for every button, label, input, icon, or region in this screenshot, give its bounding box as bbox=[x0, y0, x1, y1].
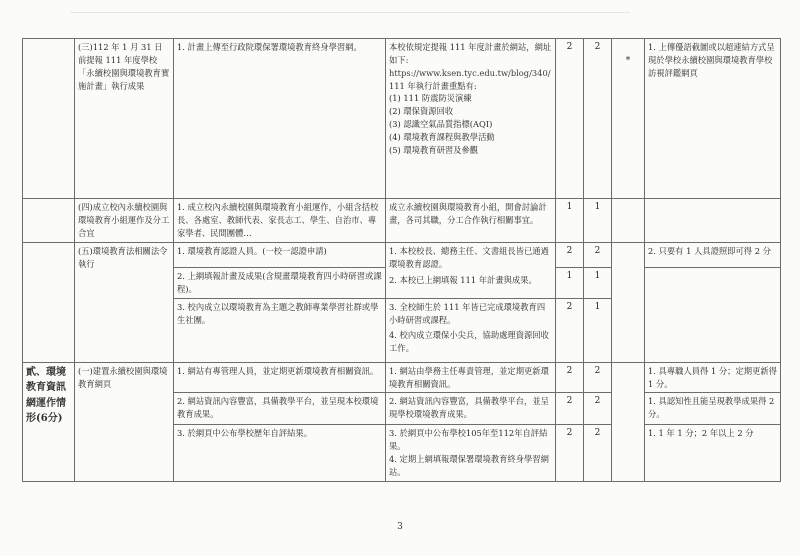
indicator-cell: (三)112 年 1 月 31 日前提報 111 年度學校「永續校園與環境教育實施計畫」執行成果 bbox=[75, 39, 174, 199]
evaluation-rubric-table bbox=[22, 38, 781, 482]
description-item: 4. 定期上網填報環保署環境教育終身學習網站。 bbox=[389, 454, 549, 478]
description-cell: 2. 網站資訊內容豐富，具備教學平台，並呈現學校環境教育成果。 bbox=[386, 393, 556, 425]
category-cell bbox=[23, 39, 75, 199]
criteria-cell: 2. 網站資訊內容豐富，具備教學平台，並呈現本校環境教育成果。 bbox=[174, 393, 386, 425]
criteria-cell: 3. 於網頁中公布學校歷年自評結果。 bbox=[174, 425, 386, 481]
description-intro: 本校依規定提報 111 年度計畫於網站，網址如下: bbox=[389, 42, 552, 65]
criteria-cell: 1. 環境教育認證人員。(一校一認證申請) bbox=[174, 243, 386, 268]
criteria-cell: 2. 上網填報計畫及成果(含規畫環境教育四小時研習或課程)。 bbox=[174, 268, 386, 299]
self-score-cell: 2 bbox=[556, 298, 584, 362]
description-item: 2. 本校已上網填報 111 年計畫與成果。 bbox=[389, 274, 537, 285]
mark-cell bbox=[612, 199, 645, 243]
remark-cell: 1. 具專職人員得 1 分；定期更新得 1 分。 bbox=[645, 362, 781, 393]
mark-cell bbox=[612, 362, 645, 481]
review-score-cell: 1 bbox=[584, 268, 612, 299]
category-line: 網運作情 bbox=[26, 397, 66, 409]
table-row bbox=[23, 39, 781, 199]
review-score-cell: 2 bbox=[584, 39, 612, 199]
description-url: https://www.ksen.tyc.edu.tw/blog/340/ bbox=[389, 67, 551, 78]
review-score-cell: 2 bbox=[584, 393, 612, 425]
table-row bbox=[23, 199, 781, 243]
page-number: 3 bbox=[397, 522, 403, 532]
description-cell bbox=[386, 425, 556, 481]
indicator-cell: (四)成立校內永續校園與環境教育小組運作及分工合宜 bbox=[75, 199, 174, 243]
description-item: (1) 111 防震防災演練 bbox=[389, 93, 472, 104]
description-cell bbox=[386, 39, 556, 199]
remark-cell: 1. 上傳優語截圖或以超連結方式呈現於學校永續校園與環境教育學校訪視評鑑網頁 bbox=[645, 39, 781, 199]
description-item: 3. 全校師生於 111 年皆已完成環境教育四小時研習或課程。 bbox=[389, 301, 546, 325]
description-cell: 成立永續校園與環境教育小組，開會討論計畫，各司其職，分工合作執行相關事宜。 bbox=[386, 199, 556, 243]
criteria-cell: 1. 網站有專管理人員，並定期更新環境教育相關資訊。 bbox=[174, 362, 386, 393]
remark-cell: 1. 具認知性且能呈現教學成果得 2 分。 bbox=[645, 393, 781, 425]
scan-artifact-line bbox=[70, 0, 630, 13]
description-item: (4) 環境教育課程與教學活動 bbox=[389, 132, 495, 143]
category-label-cell bbox=[23, 362, 75, 481]
description-item: (3) 認識空氣品質指標(AQI) bbox=[389, 119, 493, 130]
self-score-cell: 2 bbox=[556, 39, 584, 199]
review-score-cell: 1 bbox=[584, 298, 612, 362]
self-score-cell: 2 bbox=[556, 393, 584, 425]
category-line: 形(6分) bbox=[26, 413, 63, 425]
description-cell: 1. 網站由學務主任專責管理，並定期更新環境教育相關資訊。 bbox=[386, 362, 556, 393]
self-score-cell: 2 bbox=[556, 425, 584, 481]
category-cell bbox=[23, 243, 75, 363]
table-row bbox=[23, 243, 781, 268]
criteria-cell: 1. 成立校內永續校園與環境教育小組運作，小組含括校長、各處室、教師代表、家長志工、學生、自治市、專家學者、民間團體… bbox=[174, 199, 386, 243]
category-cell bbox=[23, 199, 75, 243]
description-cell bbox=[386, 298, 556, 362]
category-line: 教育資訊 bbox=[26, 382, 66, 394]
self-score-cell: 2 bbox=[556, 362, 584, 393]
description-item: 3. 於網頁中公布學校105年至112年自評結果。 bbox=[389, 428, 548, 452]
remark-cell bbox=[645, 268, 781, 363]
review-score-cell: 2 bbox=[584, 243, 612, 268]
description-item: (2) 環保資源回收 bbox=[389, 106, 454, 117]
review-score-cell: 2 bbox=[584, 425, 612, 481]
mark-cell: * bbox=[612, 39, 645, 199]
remark-cell: 2. 只要有 1 人具證照即可得 2 分 bbox=[645, 243, 781, 268]
indicator-cell: (一)建置永續校園與環境教育網頁 bbox=[75, 362, 174, 481]
description-cell bbox=[386, 243, 556, 299]
self-score-cell: 1 bbox=[556, 268, 584, 299]
self-score-cell: 1 bbox=[556, 199, 584, 243]
remark-cell: 1. 1 年 1 分；2 年以上 2 分 bbox=[645, 425, 781, 481]
description-item: 1. 本校校長、總務主任、文書組長皆已通過環境教育認證。 bbox=[389, 246, 549, 269]
review-score-cell: 1 bbox=[584, 199, 612, 243]
table-row bbox=[23, 362, 781, 393]
remark-cell bbox=[645, 199, 781, 243]
mark-cell bbox=[612, 243, 645, 363]
criteria-cell: 3. 校內成立以環境教育為主題之教師專業學習社群或學生社團。 bbox=[174, 298, 386, 362]
criteria-cell: 1. 計畫上傳至行政院環保署環境教育終身學習網。 bbox=[174, 39, 386, 199]
indicator-cell: (五)環境教育法相關法令執行 bbox=[75, 243, 174, 363]
category-line: 貳、環境 bbox=[26, 366, 66, 378]
self-score-cell: 2 bbox=[556, 243, 584, 268]
description-item: 4. 校內成立環保小尖兵，協助處理資源回收工作。 bbox=[389, 330, 549, 354]
review-score-cell: 2 bbox=[584, 362, 612, 393]
description-item: (5) 環境教育研習及參觀 bbox=[389, 144, 479, 155]
description-focus-title: 111 年執行計畫重點有: bbox=[389, 80, 477, 91]
